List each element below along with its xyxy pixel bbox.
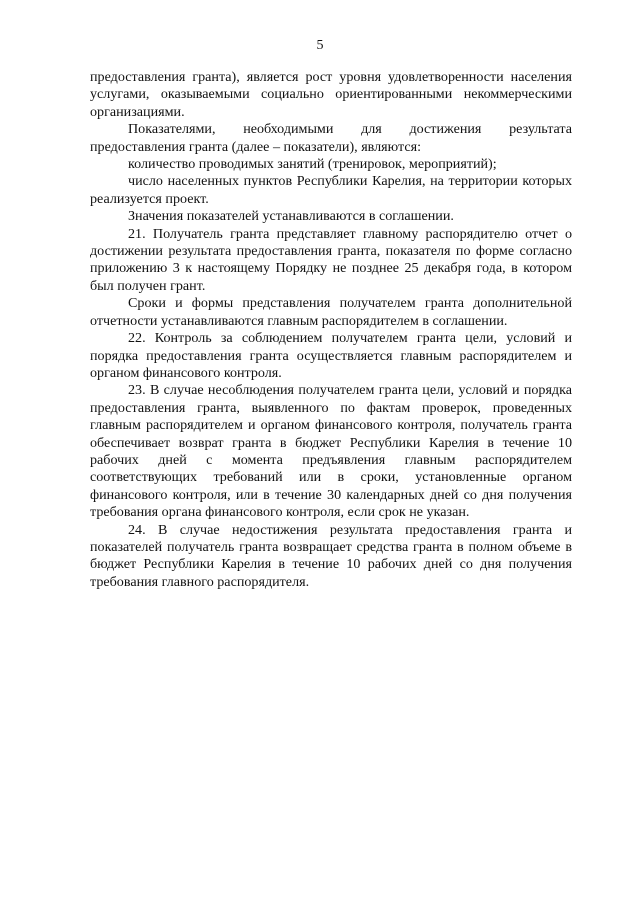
paragraph-clause-24: 24. В случае недостижения результата предоставления гранта и показателей получатель гранта возвращает средства гранта в полном объеме в бюджет Республики Карелия в течение 10 рабочих дней со дня получения требования главного распорядителя. — [90, 521, 572, 590]
paragraph-indicator-settlements: число населенных пунктов Республики Карелия, на территории которых реализуется проект. — [90, 173, 572, 207]
document-body — [90, 69, 572, 591]
paragraph-result-continuation: предоставления гранта), является рост уровня удовлетворенности населения услугами, оказываемыми социально ориентированными некоммерческими организациями. — [90, 69, 572, 120]
paragraph-clause-23: 23. В случае несоблюдения получателем гранта цели, условий и порядка предоставления гранта, выявленного по фактам проверок, проведенных главным распорядителем и органом финансового контроля, получатель гранта обеспечивает возврат гранта в бюджет Республики Карелия в течение 10 рабочих дней с момента предъявления главным распорядителем соответствующих требований или в сроки, установленные органом финансового контроля, или в течение 30 календарных дней со дня получения требования органа финансового контроля, если срок не указан. — [90, 382, 572, 521]
paragraph-indicator-sessions: количество проводимых занятий (тренировок, мероприятий); — [128, 156, 497, 173]
paragraph-clause-22: 22. Контроль за соблюдением получателем гранта цели, условий и порядка предоставления гранта осуществляется главным распорядителем и органом финансового контроля. — [90, 330, 572, 381]
paragraph-additional-reporting: Сроки и формы представления получателем гранта дополнительной отчетности устанавливаются главным распорядителем в соглашении. — [90, 295, 572, 329]
paragraph-clause-21: 21. Получатель гранта представляет главному распорядителю отчет о достижении результата предоставления гранта, показателя по форме согласно приложению 3 к настоящему Порядку не позднее 25 декабря года, в котором был получен грант. — [90, 225, 572, 294]
paragraph-indicators-intro: Показателями, необходимыми для достижения результата предоставления гранта (далее – показатели), являются: — [90, 121, 572, 155]
page-number: 5 — [316, 38, 324, 53]
paragraph-indicator-values: Значения показателей устанавливаются в соглашении. — [128, 208, 454, 225]
